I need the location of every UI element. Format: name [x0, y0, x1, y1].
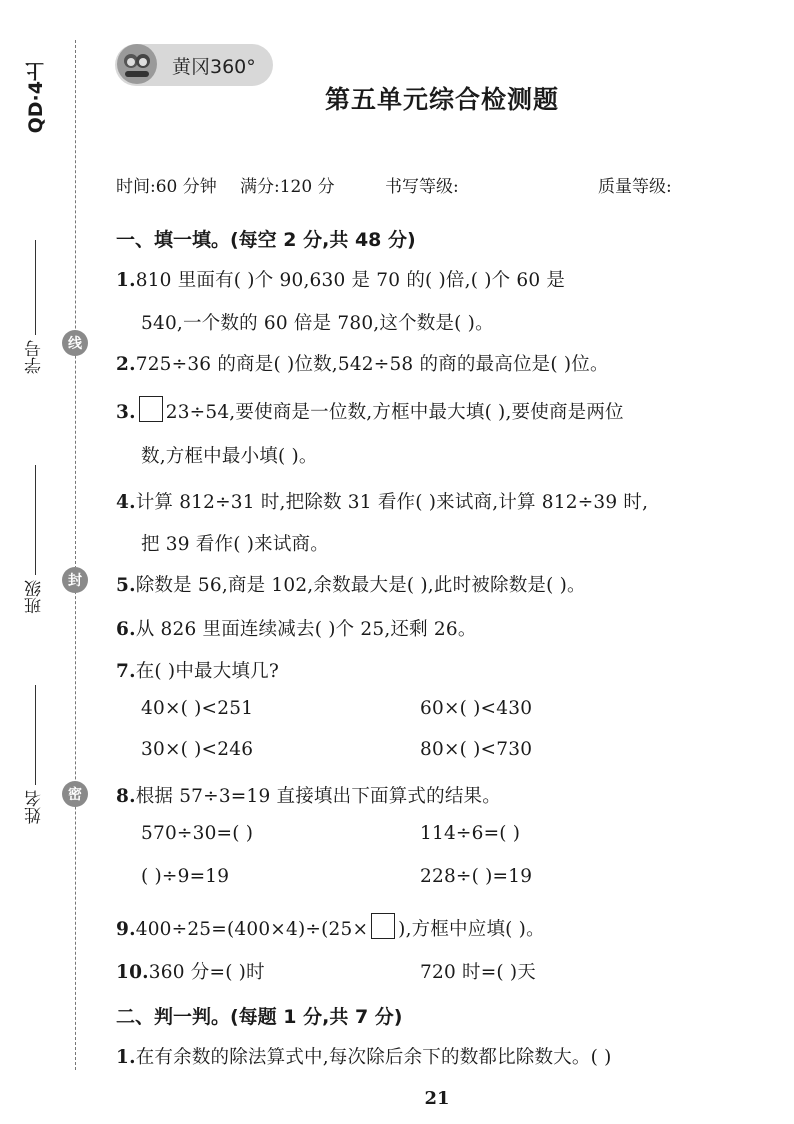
question-3-line-1: 3. 23÷54,要使商是一位数,方框中最大填( ),要使商是两位 — [116, 396, 624, 424]
question-8-item-4: 228÷( )=19 — [420, 866, 533, 887]
binding-char-line: 线 — [62, 330, 88, 356]
question-1-line-1: 1.810 里面有( )个 90,630 是 70 的( )倍,( )个 60 是 — [116, 270, 566, 291]
mascot-logo-icon — [117, 44, 157, 84]
writing-grade: 书写等级: — [385, 177, 459, 197]
quality-grade: 质量等级: — [598, 177, 672, 197]
question-4-line-2: 把 39 看作( )来试商。 — [141, 534, 329, 555]
class-label: 班级 — [25, 580, 45, 614]
brand-text: 黄冈360° — [172, 56, 256, 78]
question-1-line-2: 540,一个数的 60 倍是 780,这个数是( )。 — [141, 313, 494, 334]
binding-char-secret: 密 — [62, 781, 88, 807]
page-number: 21 — [424, 1088, 450, 1109]
question-6: 6.从 826 里面连续减去( )个 25,还剩 26。 — [116, 619, 477, 640]
book-code: QD·4上 — [25, 62, 47, 134]
full-score: 满分:120 分 — [240, 177, 335, 197]
question-3-line-2: 数,方框中最小填( )。 — [141, 446, 318, 467]
question-5: 5.除数是 56,商是 102,余数最大是( ),此时被除数是( )。 — [116, 575, 586, 596]
question-8-item-2: 114÷6=( ) — [420, 823, 521, 844]
name-field[interactable] — [35, 685, 36, 785]
question-9: 9.400÷25=(400×4)÷(25× ),方框中应填( )。 — [116, 913, 545, 941]
student-id-field[interactable] — [35, 240, 36, 335]
section-2-heading: 二、判一判。(每题 1 分,共 7 分) — [116, 1006, 403, 1028]
question-10-item-2: 720 时=( )天 — [420, 962, 537, 983]
question-7-item-3: 30×( )<246 — [141, 739, 254, 760]
class-field[interactable] — [35, 465, 36, 575]
question-7-item-4: 80×( )<730 — [420, 739, 533, 760]
question-8: 8.根据 57÷3=19 直接填出下面算式的结果。 — [116, 786, 501, 807]
question-7-item-1: 40×( )<251 — [141, 698, 254, 719]
question-8-item-3: ( )÷9=19 — [141, 866, 230, 887]
page-title: 第五单元综合检测题 — [324, 85, 559, 114]
question-8-item-1: 570÷30=( ) — [141, 823, 254, 844]
question-4-line-1: 4.计算 812÷31 时,把除数 31 看作( )来试商,计算 812÷39 时, — [116, 492, 649, 513]
question-7: 7.在( )中最大填几? — [116, 661, 279, 682]
exam-time: 时间:60 分钟 — [116, 177, 217, 197]
question-2: 2.725÷36 的商是( )位数,542÷58 的商的最高位是( )位。 — [116, 354, 609, 375]
binding-dashed-line — [75, 40, 76, 1070]
student-id-label: 学号 — [25, 340, 45, 374]
question-10-item-1: 10.360 分=( )时 — [116, 962, 265, 983]
section-1-heading: 一、填一填。(每空 2 分,共 48 分) — [116, 229, 416, 251]
answer-box[interactable] — [371, 913, 395, 939]
binding-char-seal: 封 — [62, 567, 88, 593]
answer-box[interactable] — [139, 396, 163, 422]
name-label: 姓名 — [25, 790, 45, 824]
question-7-item-2: 60×( )<430 — [420, 698, 533, 719]
judge-question-1: 1.在有余数的除法算式中,每次除后余下的数都比除数大。( ) — [116, 1047, 612, 1068]
